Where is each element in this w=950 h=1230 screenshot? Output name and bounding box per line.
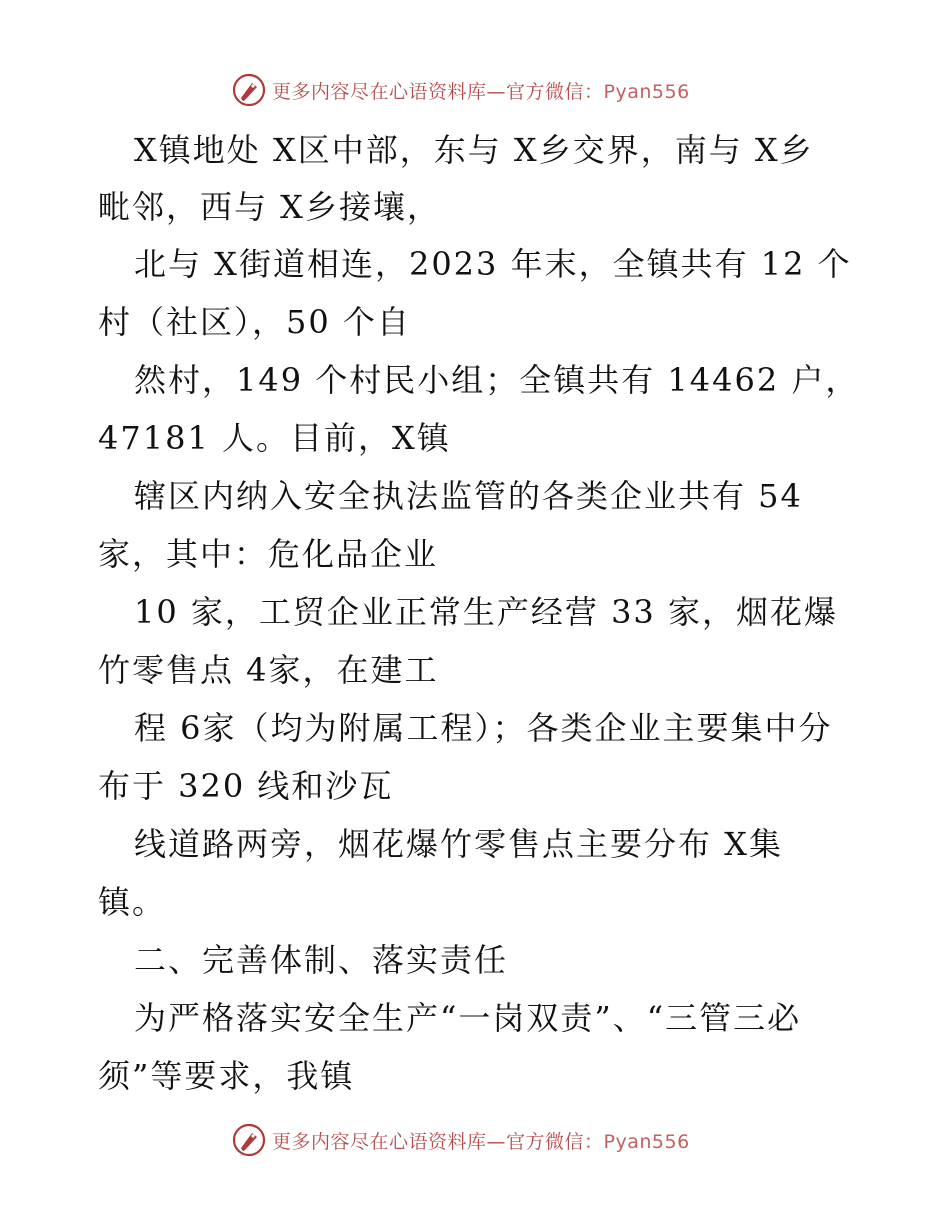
text-line: 47181 人。目前，X镇 — [98, 419, 451, 457]
text-line: 然村，149 个村民小组；全镇共有 14462 户， — [134, 361, 860, 399]
text-line: 10 家，工贸企业正常生产经营 33 家，烟花爆 — [134, 593, 838, 631]
text-line: 须”等要求，我镇 — [98, 1057, 355, 1095]
text-line: 程 6家（均为附属工程）；各类企业主要集中分 — [134, 709, 833, 747]
watermark-text: 更多内容尽在心语资料库—官方微信：Pyan556 — [272, 80, 690, 103]
text-line: 线道路两旁，烟花爆竹零售点主要分布 X集 — [134, 825, 783, 863]
text-line: 布于 320 线和沙瓦 — [98, 767, 394, 805]
text-line: 竹零售点 4家，在建工 — [98, 651, 439, 689]
watermark-text: 更多内容尽在心语资料库—官方微信：Pyan556 — [272, 1130, 690, 1153]
text-line: 辖区内纳入安全执法监管的各类企业共有 54 — [134, 477, 803, 515]
text-line: 家，其中：危化品企业 — [98, 535, 439, 573]
text-line: 北与 X街道相连，2023 年末，全镇共有 12 个 — [134, 245, 852, 283]
section-heading: 二、完善体制、落实责任 — [134, 941, 509, 979]
text-line: 镇。 — [98, 883, 167, 921]
text-line: 为严格落实安全生产“一岗双责”、“三管三必 — [134, 999, 802, 1037]
pen-nib-logo-icon — [232, 1123, 266, 1157]
footer-watermark — [232, 1122, 690, 1158]
text-line: 毗邻，西与 X乡接壤， — [98, 188, 441, 226]
text-line: X镇地处 X区中部，东与 X乡交界，南与 X乡 — [134, 131, 814, 169]
text-line: 村（社区），50 个自 — [98, 303, 411, 341]
